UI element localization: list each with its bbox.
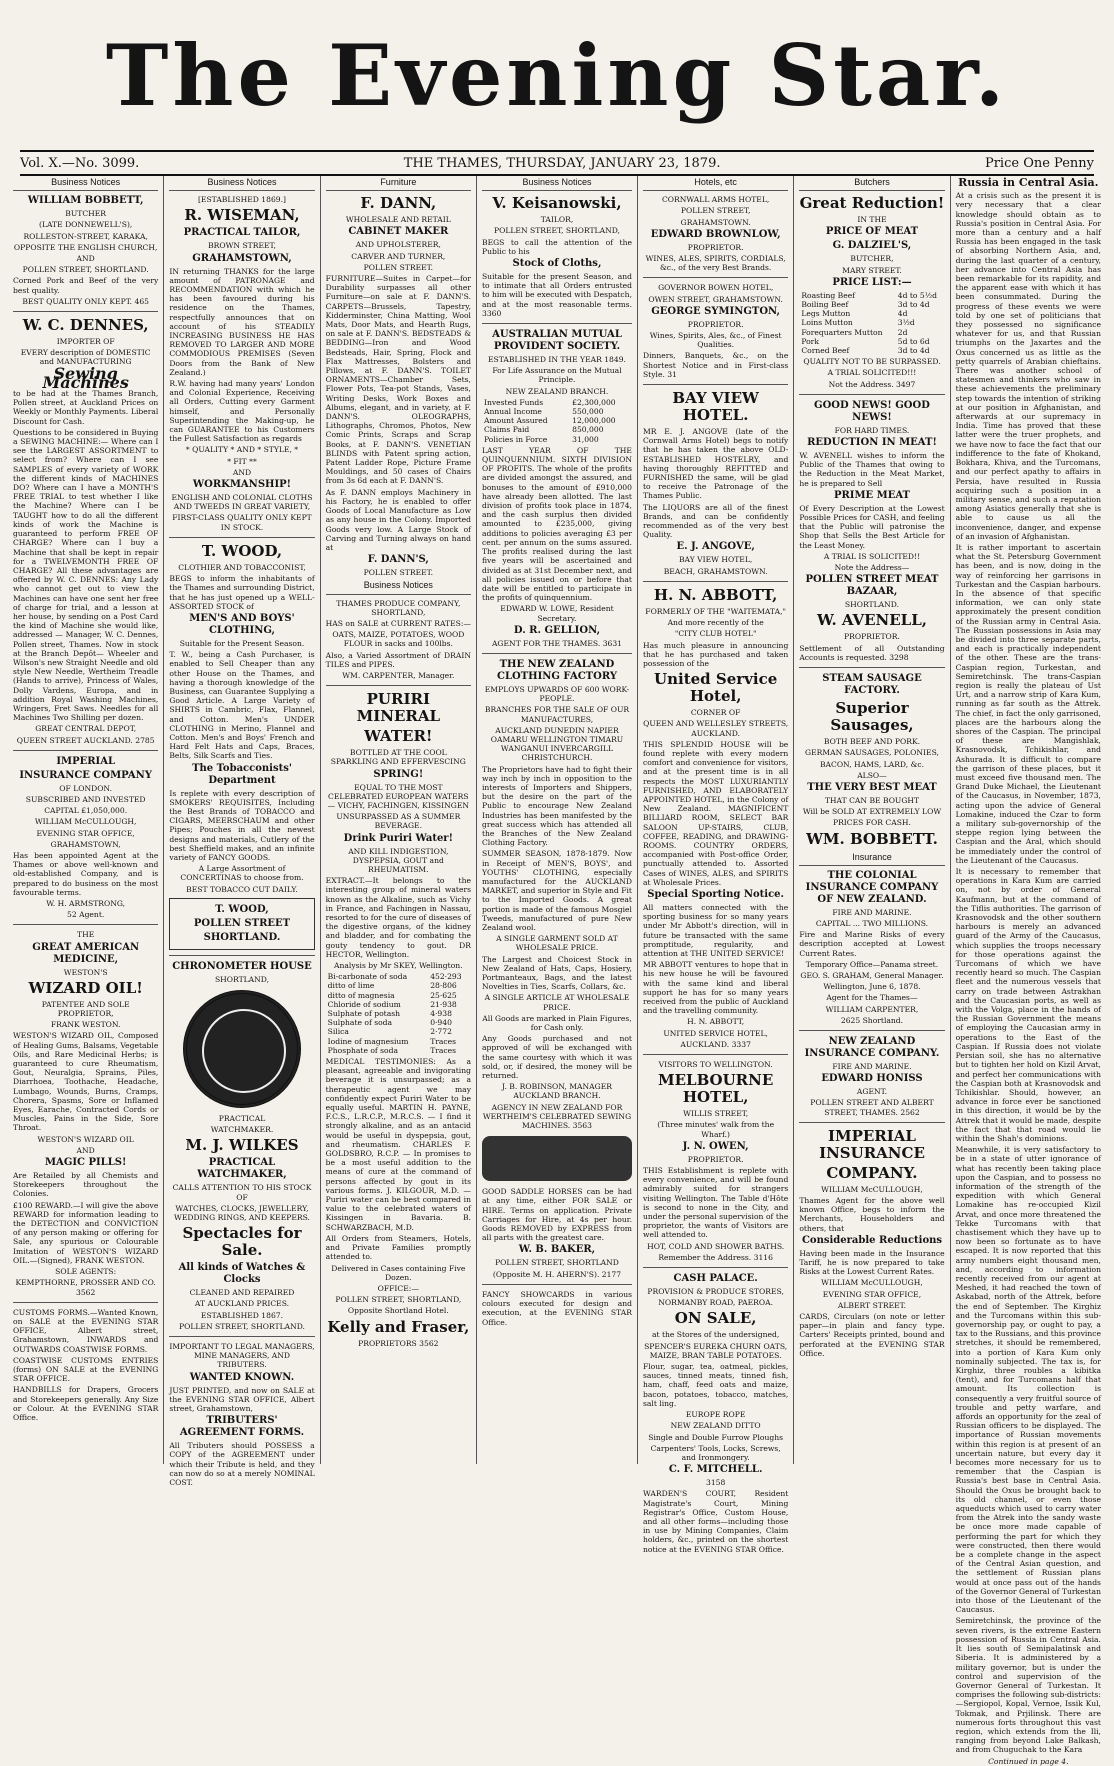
- column-5: [638, 176, 794, 1554]
- section-heading: Business Notices: [169, 176, 314, 191]
- table-row: Corned Beef 3d to 4d: [801, 346, 930, 356]
- divider: [643, 581, 788, 582]
- newspaper-title: The Evening Star.: [105, 25, 1009, 125]
- article-title: Russia in Central Asia.: [958, 176, 1099, 189]
- table-row: Phosphate of soda Traces: [327, 1045, 457, 1055]
- table-row: Policies in Force 31,000: [483, 434, 599, 444]
- divider: [13, 311, 158, 312]
- divider: [482, 653, 632, 654]
- ad-wood: T. WOOD, CLOTHIER AND TOBACCONIST, BEGS to inform the inhabitants of the Thames and surrounding District, that he has just opened up a WELL-ASSORTED STOCK of MEN'S AND BOYS' CLOTHING, Suitable for the Present Season. T. W., being a Cash Purchaser, is enabled to Sell Cheaper than any other House on the Thames, and having a thorough knowledge of the Business, can Guarantee Supplying a Good Article. A Large Variety of SHIRTS in Cambric, Flax, Flannel, and Cotton. Men's UNDER CLOTHING in Merino, Flannel and Cotton. Men's and Boys' French and Hard Felt Hats and Caps, Braces, Belts, Silk Scarfs and Ties. The Tobacconists' Department Is replete with every description of SMOKERS' REQUISITES, Including the Best Brands of TOBACCO and CIGARS, MEERSCHAUM and other Pipes; Pouches in all the newest designs and materials, Cutlery of the best Sheffield makes, and an infinite variety of FANCY GOODS. A Large Assortment of CONCERTINAS to choose from. BEST TOBACCO CUT DAILY. T. WOOD, POLLEN STREET SHORTLAND.: [169, 543, 314, 950]
- ad-legal-forms: IMPORTANT TO LEGAL MANAGERS, MINE MANAGERS, AND TRIBUTERS. WANTED KNOWN. JUST PRINTED, and now on SALE at the EVENING STAR OFFICE, Albert street, Grahamstown, TRIBUTERS' AGREEMENT FORMS. All Tributers should POSSESS a COPY of the AGREEMENT under which their Tribute is held, and they can now do so at a merely NOMINAL COST.: [169, 1342, 315, 1488]
- analysis-table: [326, 972, 471, 1055]
- article-paragraph: It is necessary to remember that operations in Kara Kum are carried on, not by order of General Kaufmann, but at the command of the Tiflis authorities. The garrison of Krasnovodsk and the other southern harbours is merely an advanced guard of the Army of the Caucasus, which supplies the troops necessary for those operations against the Turcomans of which we have recently heard so much. The Caspian fleet and the numerous vessels that carry on trade between Astrakhan and the Caucasian ports, as well as with the Volga, place in the hands of the Russian Government the means of employing the Caucasian army in operations to the East of the Caspian. If Russia does not violate Persian soil, she has no alternative but to tighten her hold on Kizil Arvat, and perfect her communications with the Caspian both at Krasnovodsk and Tchikishlar. Should, however, an advance in force ever be sanctioned in this direction, it would be by the Attrek that it would be made, despite the fact that that road would lie within the Shah's dominions.: [955, 867, 1101, 1143]
- table-row: Legs Mutton 4d: [801, 309, 908, 319]
- clock-icon: [183, 990, 301, 1108]
- divider: [643, 277, 788, 278]
- ad-coastwise: COASTWISE CUSTOMS ENTRIES (forms) ON SALE at the EVENING STAR OFFICE.: [13, 1355, 159, 1384]
- table-row: Boiling Beef 3d to 4d: [801, 300, 930, 310]
- ad-wardens-court: WARDEN'S COURT, Resident Magistrate's Court, Mining Registrar's Office, Custom House, and all other forms—including those in use by Mining Companies, Claim holders, &c., printed on the shortest notice at the EVENING STAR Office.: [642, 1489, 789, 1554]
- table-row: ditto of lime 28·806: [327, 981, 457, 991]
- ad-wiseman: [ESTABLISHED 1869.] R. WISEMAN, PRACTICAL TAILOR, BROWN STREET, GRAHAMSTOWN, IN returning THANKS for the large amount of PATRONAGE and RECOMMENDATION with which he has been favoured during his residence on the Thames, respectfully announces that on account of his STEADILY INCREASING BUSINESS HE HAS REMOVED TO LARGER AND MORE COMMODIOUS PREMISES (Seven Doors from the Bank of New Zealand.) R.W. having had many years' London and Colonial Experience, Receiving all Orders, Cutting every Garment himself, and Personally Superintending the Making-up, he can GUARANTEE to his Customers the Fullest Satisfaction as regards * QUALITY * AND * STYLE, * * FIT ** AND WORKMANSHIP! ENGLISH AND COLONIAL CLOTHS AND TWEEDS IN GREAT VARIETY, FIRST-CLASS QUALITY ONLY KEPT IN STOCK.: [169, 195, 315, 532]
- volume-number: Vol. X.—No. 3099.: [20, 155, 140, 171]
- ad-cash-palace: CASH PALACE. PROVISION & PRODUCE STORES, NORMANBY ROAD, PAEROA. ON SALE, at the Stores of the undersigned, SPENCER'S EUREKA CHURN OATS, MAIZE, BRAN TABLE POTATOES. Flour, sugar, tea, oatmeal, pickles, sauces, tinned meats, tinned fish, ham, chaff, feed oats and maize, bacon, potatoes, tobacco, matches, salt ling. EUROPE ROPE NEW ZEALAND DITTO Single and Double Furrow Ploughs Carpenters' Tools, Locks, Screws, and Ironmongery. C. F. MITCHELL. 3158: [642, 1273, 789, 1488]
- divider: [169, 1336, 314, 1337]
- issue-date: THE THAMES, THURSDAY, JANUARY 23, 1879.: [403, 155, 721, 171]
- divider: [799, 1122, 944, 1123]
- divider: [482, 323, 632, 324]
- horse-carriage-icon: [482, 1136, 632, 1181]
- ad-wizard-oil: THE GREAT AMERICAN MEDICINE, WESTON'S WIZARD OIL! PATENTEE AND SOLE PROPRIETOR, FRANK WESTON. WESTON'S WIZARD OIL, Composed of Healing Gums, Balsams, Vegetable Oils, and Rare Medicinal Herbs; is guaranteed to cure Rheumatism, Gout, Neuralgia, Sprains, Piles, Diarrhoea, Toothache, Headache, Lumbago, Wounds, Burns, Cramps, Chorera, Spasms, Sore or Inflamed Eyes, Earache, Contracted Cords or Muscles, Pains in the Side, Sore Throat. WESTON'S WIZARD OIL AND MAGIC PILLS! Are Retailed by all Chemists and Storekeepers throughout the Colonies. £100 REWARD.—I will give the above REWARD for information leading to the DETECTION and CONVICTION of any person making or offering for Sale, any spurious or Colourable Imitation of WESTON'S WIZARD OIL.—(Signed), FRANK WESTON. SOLE AGENTS: KEMPTHORNE, PROSSER AND CO. 3562: [13, 930, 159, 1297]
- columns: [8, 176, 1106, 1766]
- divider: [13, 924, 158, 925]
- section-heading: Hotels, etc: [643, 176, 788, 191]
- ad-wilkes: CHRONOMETER HOUSE SHORTLAND, PRACTICAL WATCHMAKER. M. J. WILKES PRACTICAL WATCHMAKER, CALLS ATTENTION TO HIS STOCK OF WATCHES, CLOCKS, JEWELLERY, WEDDING RINGS, AND KEEPERS. Spectacles for Sale. All kinds of Watches & Clocks CLEANED AND REPAIRED AT AUCKLAND PRICES. ESTABLISHED 1867. POLLEN STREET, SHORTLAND.: [172, 960, 312, 1331]
- table-row: Iodine of magnesium Traces: [327, 1036, 457, 1046]
- table-row: Annual Income 550,000: [483, 407, 604, 417]
- divider: [643, 1054, 788, 1055]
- column-6: [794, 176, 950, 1464]
- ad-abbott: H. N. ABBOTT, FORMERLY OF THE "WAITEMATA," And more recently of the "CITY CLUB HOTEL" Has much pleasure in announcing that he has purchased and taken possession of the United Service Hotel, CORNER OF QUEEN AND WELLESLEY STREETS, AUCKLAND. THIS SPLENDID HOUSE will be found replete with every modern comfort and convenience for visitors, and at the present time is in all respects the MOST LUXURIANTLY FURNISHED, AND ELABORATELY APPOINTED HOTEL, in the Colony of New Zealand. MAGNIFICENT BILLIARD ROOM, SELECT BAR SALOON UP-STAIRS, CLUB, COFFEE, READING, and DRAWING-ROOMS. COUNTRY ORDERS, accompanied with Post-office Order, punctually attended to. Assorted Cases of WINES, ALES, and SPIRITS at Wholesale Prices. Special Sporting Notice. All matters connected with the sporting business for so many years under Mr Abbott's direction, will in future be transacted with the same promptitude, regularity, and attention at THE UNITED SERVICE! MR ABBOTT ventures to hope that in his new house he will be favoured with the same kind and liberal support he has for so many years received from the public of Auckland and the travelling community. H. N. ABBOTT, UNITED SERVICE HOTEL, AUCKLAND. 3337: [642, 585, 789, 1049]
- divider: [13, 1302, 158, 1303]
- price-list-table: [799, 291, 944, 355]
- divider: [169, 955, 314, 956]
- ad-amp-society: AUSTRALIAN MUTUAL PROVIDENT SOCIETY. ESTABLISHED IN THE YEAR 1849. For Life Assurance on the Mutual Principle. NEW ZEALAND BRANCH. Invested Funds £2,300,000 Annual Income 550,000 Amount Assured 12,000,000 Claims Paid 850,000 Policies in Force 31,000 LAST YEAR OF THE QUINQUENNIUM. SIXTH DIVISION OF PROFITS. The whole of the profits are divided amongst the assured, and bonuses to the amount of £910,000 have already been allotted. The last division of profits took place in 1874, and the cash surplus then divided amounted to £235,000, giving additions to policies averaging £3 per cent. per annum on the sums assured. The profits realised during the last five years will be ascertained and divided as at 31st December next, and all policies issued on or before that date will be entitled to participate in the profits of quinquennium. EDWARD W. LOWE, Resident Secretary. D. R. GELLION, AGENT FOR THE THAMES. 3631: [481, 329, 632, 648]
- ad-cards: CARDS, Circulars (on note or letter paper—in plain and fancy type. Carters' Receipts printed, bound and perforated at the EVENING STAR Office.: [799, 1312, 945, 1358]
- section-heading: Business Notices: [13, 176, 158, 191]
- table-row: Forequarters Mutton 2d: [801, 327, 908, 337]
- continued-note: Continued in page 4.: [988, 1756, 1069, 1766]
- ad-cornwall-arms: CORNWALL ARMS HOTEL, POLLEN STREET, GRAHAMSTOWN. EDWARD BROWNLOW, PROPRIETOR. WINES, ALES, SPIRITS, CORDIALS, &c., of the very Best Brands.: [645, 195, 786, 273]
- section-heading: Business Notices: [326, 579, 471, 594]
- divider: [799, 1030, 944, 1031]
- ad-sausage-factory: STEAM SAUSAGE FACTORY. Superior Sausages, BOTH BEEF AND PORK. GERMAN SAUSAGES, POLONIES, BACON, HAMS, LARD, &c. ALSO— THE VERY BEST MEAT THAT CAN BE BOUGHT Will be SOLD AT EXTREMELY LOW PRICES FOR CASH. WM. BOBBETT.: [802, 673, 942, 848]
- column-4: Business Notices V. Keisanowski, TAILOR, POLLEN STREET, SHORTLAND, BEGS to call the attention of the Public to his Stock of Cloths, Suitable for the present Season, and to intimate that all Orders entrusted to him will be executed with Despatch, and at the most reasonable terms. 3360 AUSTRALIAN MUTUAL PROVIDENT SOCIETY. ESTABLISHED IN THE YEAR 1849. For Life Assurance on the Mutual Principle. NEW ZEALAND BRANCH. Invested Funds £2,300,000 Annual Income 550,000 Amount Assured 12,000,000 Claims Paid 850,000 Policies in Force 31,000 LAST YEAR OF THE QUINQUENNIUM. SIXTH DIVISION OF PROFITS. The whole of the profits are divided amongst the assured, and bonuses to the amount of £910,000 have already been allotted. The last division of profits took place in 1874, and the cash surplus then divided amounted to £235,000, giving additions to policies averaging £3 per cent. per annum on the sums assured. The profits realised during the last five years will be ascertained and divided as at 31st December next, and all policies issued on or before that date will be entitled to participate in the profits of quinquennium. EDWARD W. LOWE, Resident Secretary. D. R. GELLION, AGENT FOR THE THAMES. 3631 THE NEW ZEALAND CLOTHING FACTORY EMPLOYS UPWARDS OF 600 WORK-PEOPLE. BRANCHES FOR THE SALE OF OUR MANUFACTURES, AUCKLAND DUNEDIN NAPIER OAMARU WELLINGTON TIMARU WANGANUI INVERCARGILL CHRISTCHURCH. The Proprietors have had to fight their way inch by inch in opposition to the interests of Importers and Shippers, but the desire on the part of the Public to encourage New Zealand Industries has been manifested by the great success which has attended all the Branches of the New Zealand Clothing Factory. SUMMER SEASON, 1878-1879. Now in Receipt of MEN'S, BOYS', and YOUTHS' CLOTHING, especially manufactured for the AUCKLAND MARKET, and superior in Style and Fit to the Imported Goods. A great portion is made of the famous Mosgiel Tweeds, manufactured of pure New Zealand wool. A SINGLE GARMENT SOLD AT WHOLESALE PRICE. The Largest and Choicest Stock in New Zealand of Hats, Caps, Hosiery, Portmanteaux, Bags, and the latest Novelties in Ties, Scarfs, Collars, &c. A SINGLE ARTICLE AT WHOLESALE PRICE. All Goods are marked in Plain Figures, for Cash only. Any Goods purchased and not approved of will be exchanged with the same courtesy with which it was sold, or, if desired, the money will be returned. J. B. ROBINSON, MANAGER AUCKLAND BRANCH. AGENCY IN NEW ZEALAND FOR WERTHEIM'S CELEBRATED SEWING MACHINES. 3563 GOOD SADDLE HORSES can be had at any time, either FOR SALE or HIRE. Terms on application. Private Carriages for Hire, at 4s per hour. Goods REMOVED by EXPRESS from all parts with the greatest care. W. B. BAKER, POLLEN STREET, SHORTLAND (Opposite M. H. AHERN'S). 2177 FANCY SHOWCARDS in various colours executed for design and execution, at the EVENING STAR Office.: [477, 176, 638, 1464]
- ad-bobbett: WILLIAM BOBBETT, BUTCHER (LATE DONNEWELL'S), ROLLESTON-STREET, KARAKA, OPPOSITE THE ENGLISH CHURCH, AND POLLEN STREET, SHORTLAND. Corned Pork and Beef of the very best quality. BEST QUALITY ONLY KEPT. 465: [13, 195, 159, 306]
- table-row: Loins Mutton 3½d: [801, 318, 915, 328]
- amp-table: [482, 398, 632, 444]
- table-row: Silica 2·772: [327, 1027, 452, 1037]
- section-heading: Furniture: [326, 176, 471, 191]
- table-row: Chloride of sodium 21·938: [327, 999, 457, 1009]
- ad-fancy-showcards: FANCY SHOWCARDS in various colours executed for design and execution, at the EVENING STAR Office.: [481, 1289, 632, 1327]
- column-7-article: [951, 176, 1106, 1766]
- article-paragraph: At a crisis such as the present it is very necessary that a clear knowledge should obtain as to Russia's position in Central Asia. For more than a century and a half Russia has been engaged in the task of absorbing Northern Asia, and, during the last quarter of a century, her advance into Central Asia has been remarkable for its rapidity, and the apparent ease with which it has been consummated. During the progress of these events we were told by one set of politicians that they possessed no significance whatever for us, and that Russian triumphs on the Jaxartes and the Oxus concerned us as little as the petty quarrels of Arabian chieftains. There was another school of statesmen and thinkers who saw in these achievements the preliminary step towards the intention of striking at our position in Afghanistan, and afterwards at our supremacy in India. Time has proved that these latter were the truer prophets, and we have now to face the fact that our indifference to the fate of Khokand, Bokhara, Khiva, and the Turcomans, and our perfect apathy to affairs in Persia, have resulted in Russia acquiring such a position in a military sense, and such a reputation among Asiatics generally that she is able to cause us all the inconvenience, danger, and expense of an invasion of Afghanistan.: [955, 191, 1101, 541]
- ad-bay-view: BAY VIEW HOTEL. MR E. J. ANGOVE (late of the Cornwall Arms Hotel) begs to notify that he has taken the above OLD-ESTABLISHED HOSTELRY, and having thoroughly REFITTED and FURNISHED the same, will be glad to receive the Patronage of the Thames Public. The LIQUORS are all of the finest Brands, and can be confidently recommended as of the very best Quality. E. J. ANGOVE, BAY VIEW HOTEL, BEACH, GRAHAMSTOWN.: [642, 389, 789, 576]
- wood-box: T. WOOD, POLLEN STREET SHORTLAND.: [169, 898, 314, 950]
- ad-imperial: IMPERIAL INSURANCE COMPANY OF LONDON. SUBSCRIBED AND INVESTED CAPITAL £1,050,000. WILLIAM McCULLOUGH, EVENING STAR OFFICE, GRAHAMSTOWN, Has been appointed Agent at the Thames or above well-known and old-established Company, and is prepared to do business on the most favourable terms. W. H. ARMSTRONG, 52 Agent.: [13, 755, 159, 920]
- table-row: ditto of magnesia 25·625: [327, 990, 457, 1000]
- article-paragraph: Meanwhile, it is very satisfactory to be in a state of utter ignorance of what has recently been taking place upon the Caspian, and to possess no information of the strength of the expedition with which General Lomakine has re-occupied Kizil Arvat, and once more threatened the Tekke Turcomans with that chastisement which they have up to now been so fortunate as to have escaped. It is now reported that this army numbers eight thousand men, and, according to information recently received from our agent at Meshed, it had reached the town of Askabad, north of the Attrek, before the end of September. The Kirghiz and the Turcomans within this sub-governorship pay, or ought to pay, a tax to the Russians, and this province stretches, it should be remembered, into a portion of Kara Kum only nominally subjected. The tax is, for Kirghiz, three roubles a kibitka (tent), and for Turcomans half that amount. Its collection is consequently a very fruitful source of trouble and petty warfare, and affords an opportunity for the zeal of Russian officers to be displayed. The importance of Russian movements within this region is at present of an uncertain nature, but every day it becomes more necessary for us to remember that the Caspian is Russia's best base in Central Asia. Should the Oxus be brought back to its old channel, or even those aqueducts which used to carry water from the Atrek into the sandy waste be once more made capable of performing the part for which they were constructed, then there would be a complete change in the aspect of the Central Asian question, and the settlement of Russian plans would at once pass out of the hands of the Governor General of Turkestan into those of the Lieutenant of the Caucasus.: [955, 1145, 1101, 1615]
- section-heading: Butchers: [799, 176, 944, 191]
- ad-governor-bowen: GOVERNOR BOWEN HOTEL, OWEN STREET, GRAHAMSTOWN. GEORGE SYMINGTON, PROPRIETOR. Wines, Spirits, Ales, &c., of Finest Qualities. Dinners, Banquets, &c., on the Shortest Notice and in First-class Style. 31: [642, 283, 789, 379]
- divider: [13, 750, 158, 751]
- column-2: [164, 176, 320, 1488]
- table-row: Bi-carbonate of soda 452·293: [327, 972, 462, 982]
- table-row: Invested Funds £2,300,000: [483, 397, 616, 407]
- column-1: [8, 176, 164, 1464]
- ad-colonial-insurance: THE COLONIAL INSURANCE COMPANY OF NEW ZEALAND. FIRE AND MARINE. CAPITAL ... TWO MILLIONS. Fire and Marine Risks of every description accepted at Lowest Current Rates. Temporary Office—Panama street. GEO. S. GRAHAM, General Manager. Wellington, June 6, 1878. Agent for the Thames— WILLIAM CARPENTER, 2625 Shortland.: [799, 869, 945, 1025]
- ad-dann: F. DANN, WHOLESALE AND RETAIL CABINET MAKER AND UPHOLSTERER, CARVER AND TURNER, POLLEN STREET. FURNITURE—Suites in Carpet—for Durability surpasses all other Furniture—on sale at F. DANN'S. CARPETS—Brussels, Tapestry, Kidderminster, China Matting, Wool Mats, Door Mats, and Hearth Rugs, on sale at F. DANN'S. BEDSTEADS & BEDDING—Iron and Wood Bedsteads, Hair, Spring, Flock and Flax Mattresses, Bolsters and Pillows, at F. DANN'S. TOILET ORNAMENTS—Chamber Sets, Flower Pots, Tea-pot Stands, Vases, Writing Desks, Work Boxes and Albums, elegant, and in variety, at F. DANN'S. OLEOGRAPHS, Lithographs, Chromos, Photos, New Comic Prints, Scraps and Scrap Books, at F. DANN'S. VENETIAN BLINDS with Patent spring action, Patent Ladder Rope, Picture Frame Mouldings, and 50 cases of Chairs from 3s 6d each at F. DANN'S. As F. DANN employs Machinery in his Factory, he is enabled to offer Goods of Local Manufacture as Low as any house in the Colony. Imported Goods very low. A Large Stock of Carving and Turning always on hand at F. DANN'S, POLLEN STREET.: [325, 194, 471, 578]
- divider: [169, 537, 314, 538]
- section-heading: Insurance: [799, 851, 944, 866]
- article-paragraph: It is rather important to ascertain what the St. Petersburg Government has been, and is now, doing in the way of reinforcing her garrisons in Turkestan and the Caspian harbours. In the absence of that specific information, we can only state approximately the present condition of the Russian army in Central Asia. The Russian possessions in Asia may be divided into three separate parts, and each is practically independent of the other. These are the trans-Caspian region, Turkestan, and Semiretchinsk. The trans-Caspian region is really the plateau of Ust Urt, and a narrow strip of Kara Kum, running as far south as the Attrek. The chief, in fact the only garrisoned, places are the harbours along the shores of the Caspian. The principal of these are Mangishlak, Krasnovodsk, Tchikishlar, and Ashurada. It is difficult to compare the garrison of these places, but it must exceed five thousand men. The Grand Duke Michael, the Lieutenant of the Caucasus, in November, 1873, acting upon the advice of General Lomakine, induced the Czar to form a military sub-governorship of the steppe region lying between the Caspian and the Aral, which should be immediately under the control of the Lieutenant of the Caucasus.: [955, 542, 1101, 865]
- ad-imperial-insurance: IMPERIAL INSURANCE COMPANY. WILLIAM McCULLOUGH, Thames Agent for the above well known Office, begs to inform the Merchants, Householders and others, that Considerable Reductions Having been made in the Insurance Tariff, he is now prepared to take Risks at the Lowest Current Rates. WILLIAM McCULLOUGH, EVENING STAR OFFICE, ALBERT STREET.: [799, 1126, 945, 1310]
- divider: [643, 1267, 788, 1268]
- divider: [799, 667, 944, 668]
- ad-saddle-horses: GOOD SADDLE HORSES can be had at any time, either FOR SALE or HIRE. Terms on application. Private Carriages for Hire, at 4s per hour. Goods REMOVED by EXPRESS from all parts with the greatest care.: [481, 1187, 632, 1243]
- ad-produce: THAMES PRODUCE COMPANY, SHORTLAND, HAS on SALE at CURRENT RATES:— OATS, MAIZE, POTATOES, WOOD FLOUR in sacks and 100lbs. Also, a Varied Assortment of DRAIN TILES and PIPES. WM. CARPENTER, Manager.: [325, 598, 471, 680]
- ad-nz-clothing-factory: THE NEW ZEALAND CLOTHING FACTORY EMPLOYS UPWARDS OF 600 WORK-PEOPLE. BRANCHES FOR THE SALE OF OUR MANUFACTURES, AUCKLAND DUNEDIN NAPIER OAMARU WELLINGTON TIMARU WANGANUI INVERCARGILL CHRISTCHURCH. The Proprietors have had to fight their way inch by inch in opposition to the interests of Importers and Shippers, but the desire on the part of the Public to encourage New Zealand Industries has been manifested by the great success which has attended all the Branches of the New Zealand Clothing Factory. SUMMER SEASON, 1878-1879. Now in Receipt of MEN'S, BOYS', and YOUTHS' CLOTHING, especially manufactured for the AUCKLAND MARKET, and superior in Style and Fit to the Imported Goods. A great portion is made of the famous Mosgiel Tweeds, manufactured of pure New Zealand wool. A SINGLE GARMENT SOLD AT WHOLESALE PRICE. The Largest and Choicest Stock in New Zealand of Hats, Caps, Hosiery, Portmanteaux, Bags, and the latest Novelties in Ties, Scarfs, Collars, &c. A SINGLE ARTICLE AT WHOLESALE PRICE. All Goods are marked in Plain Figures, for Cash only. Any Goods purchased and not approved of will be exchanged with the same courtesy with which it was sold, or, if desired, the money will be returned. J. B. ROBINSON, MANAGER AUCKLAND BRANCH. AGENCY IN NEW ZEALAND FOR WERTHEIM'S CELEBRATED SEWING MACHINES. 3563: [481, 658, 632, 1131]
- ad-nz-insurance: NEW ZEALAND INSURANCE COMPANY. FIRE AND MARINE. EDWARD HONISS AGENT. POLLEN STREET AND ALBERT STREET, THAMES. 2562: [804, 1035, 940, 1117]
- ad-puriri: PURIRI MINERAL WATER! BOTTLED AT THE COOL SPARKLING AND EFFERVESCING SPRING! EQUAL TO THE MOST CELEBRATED EUROPEAN WATERS— VICHY, FACHINGEN, KISSINGEN UNSURPASSED AS A SUMMER BEVERAGE. Drink Puriri Water! AND KILL INDIGESTION, DYSPEPSIA, GOUT and RHEUMATISM. EXTRACT.—It belongs to the interesting group of mineral waters known as the Alkaline, such as Vichy in France, and Fachingen in Nassau, resorted to for the cure of diseases of the digestive organs, of the kidney and bladder, and for combating the gouty tendency to gout. DR HECTOR, Wellington. Analysis by Mr SKEY, Wellington. Bi-carbonate of soda 452·293 ditto of lime 28·806 ditto of magnesia 25·625 Chloride of sodium 21·938 Sulphate of potash 4·938 Sulphate of soda 0·940 Silica 2·772 Iodine of magnesium Traces Phosphate of soda Traces MEDICAL TESTIMONIES: As a pleasant, agreeable and invigorating beverage it is unsurpassed; as a therapeutic agent we may confidently expect Puriri Water to be equally useful. MARTIN H. PAYNE, F.C.S., L.R.C.P., M.R.C.S. — I find it strongly alkaline, and as an antacid would be useful in dyspepsia, gout, and rheumatism. CHARLES F. GOLDSBRO, R.C.P. — In promises to be a most useful addition to the means of cure at the command of persons affected by gout in its various forms. J. KILGOUR, M.D. — Puriri water can be best compared in value to the celebrated waters of Kissingen in Bavaria. B. SCHWARZBACH, M.D. All Orders from Steamers, Hotels, and Private Families promptly attended to. Delivered in Cases containing Five Dozen. OFFICE:— POLLEN STREET, SHORTLAND, Opposite Shortland Hotel. Kelly and Fraser, PROPRIETORS 3562: [325, 690, 471, 1348]
- ad-customs-forms: CUSTOMS FORMS.—Wanted Known, on SALE at the EVENING STAR OFFICE, Albert street, Grahamstown, INWARDS and OUTWARDS COASTWISE FORMS.: [13, 1307, 159, 1354]
- table-row: Amount Assured 12,000,000: [483, 416, 616, 426]
- ad-avenell: GOOD NEWS! GOOD NEWS! FOR HARD TIMES. REDUCTION IN MEAT! W. AVENELL wishes to inform the Public of the Thames that owing to the Reduction in the Meat Market, he is prepared to Sell PRIME MEAT Of Every Description at the Lowest Possible Prices for CASH, and feeling that the Public will patronise the Shop that Sells the Best Article for the Least Money. A TRIAL IS SOLICITED!! Note the Address— POLLEN STREET MEAT BAZAAR, SHORTLAND. W. AVENELL, PROPRIETOR. Settlement of all Outstanding Accounts is requested. 3298: [799, 399, 945, 662]
- divider: [326, 685, 471, 686]
- ad-dennes: W. C. DENNES, IMPORTER OF EVERY description of DOMESTIC and MANUFACTURING Sewing Machines to be had at the Thames Branch, Pollen street, at Auckland Prices on Weekly or Monthly Payments. Liberal Discount for Cash. Questions to be considered in Buying a SEWING MACHINE:— Where can I see the LARGEST ASSORTMENT to select from? Where can I see SAMPLES of every variety of WORK the different kinds of MACHINES DO? Where can I have a MONTH'S FREE TRIAL to test whether I like the Machine? Where can I be TAUGHT how to do all the different kinds of work the Machine is guaranteed to perform FREE OF CHARGE? Where can I buy a Machine that shall be kept in repair for a TWELVEMONTH FREE OF CHARGE? All these advantages are offered by W. C. DENNES: Any Lady who cannot get out to view the Machines can have one sent her free of charge for trial, and a lesson at her house, by sending on a Post Card the kind of Machine she would like, addressed — Manager, W. C. Dennes, Pollen street, Thames. Now in stock at the Branch Depôt— Wheeler and Wilson's new Straight Needle and old style New Needle, Wertheim Treadle (Hands to arrive), Princess of Wales, Dolly Vardens, Europa, and in addition Royal Washing Machines, Wringers, Fret Saws. Needles for all Machines Two Shilling per dozen. GREAT CENTRAL DEPOT, QUEEN STREET AUCKLAND. 2785: [13, 316, 159, 745]
- table-row: Claims Paid 850,000: [483, 425, 604, 435]
- dateline: [20, 150, 1094, 176]
- article-paragraph: Semiretchinsk, the province of the seven rivers, is the extreme Eastern possession of Russia in Central Asia. It lies south of Semipalatinsk and Siberia. It is administered by a military governor, but is under the control and supervision of the Governor General of Turkestan. It comprises the following sub-districts:—Sergiopol, Kopal, Vernoe, Issik Kul, Tokmak, and Prjilinsk. There are numerous forts throughout this vast region, which extends from the Ili, ranging from beyond Lake Balkash, and from Chuguchak to the Kara: [955, 1616, 1101, 1755]
- issue-price: Price One Penny: [984, 155, 1094, 171]
- section-heading: Business Notices: [482, 176, 632, 191]
- table-row: Pork 5d to 6d: [801, 336, 930, 346]
- table-row: Sulphate of soda 0·940: [327, 1018, 452, 1028]
- table-row: Sulphate of potash 4·938: [327, 1009, 452, 1019]
- ad-handbills: HANDBILLS for Drapers, Grocers and Storekeepers generally. Any Size or Colour. At the EVENING STAR Office.: [13, 1385, 159, 1422]
- table-row: Roasting Beef 4d to 5½d: [801, 290, 937, 300]
- divider: [643, 384, 788, 385]
- column-3: [321, 176, 477, 1464]
- divider: [482, 1284, 632, 1285]
- ad-keisanowski: V. Keisanowski, TAILOR, POLLEN STREET, SHORTLAND, BEGS to call the attention of the Public to his Stock of Cloths, Suitable for the present Season, and to intimate that all Orders entrusted to him will be executed with Despatch, and at the most reasonable terms. 3360: [481, 194, 632, 318]
- ad-melbourne-hotel: VISITORS TO WELLINGTON. MELBOURNE HOTEL, WILLIS STREET, (Three minutes' walk from the Wharf.) J. N. OWEN, PROPRIETOR. THIS Establishment is replete with every convenience, and will be found admirably suited for strangers visiting Wellington. The Table d'Hôte is second to none in the City, and under the personal supervision of the proprietor, the wants of Visitors are well attended to. HOT, COLD AND SHOWER BATHS. Remember the Address. 3116: [642, 1060, 789, 1262]
- masthead: [0, 0, 1114, 150]
- divider: [799, 394, 944, 395]
- ad-dalziel: Great Reduction! IN THE PRICE OF MEAT G. DALZIEL'S, BUTCHER, MARY STREET. PRICE LIST:— Roasting Beef 4d to 5½d Boiling Beef 3d to 4d Legs Mutton 4d Loins Mutton 3½d Forequarters Mutton 2d Pork 5d to 6d Corned Beef 3d to 4d QUALITY NOT TO BE SURPASSED. A TRIAL SOLICITED!!! Not the Address. 3497: [799, 194, 945, 389]
